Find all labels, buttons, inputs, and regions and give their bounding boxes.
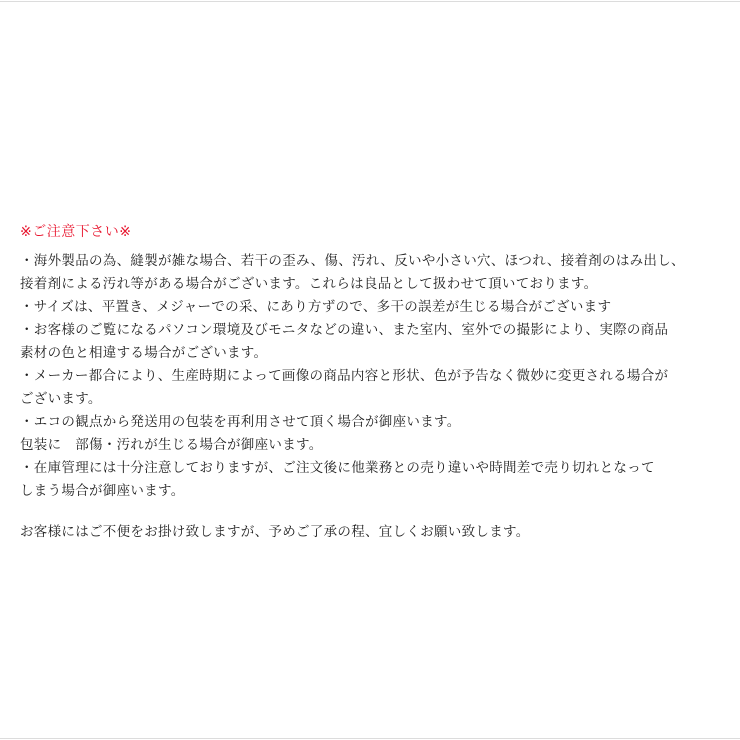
- spacer: [20, 503, 720, 521]
- notice-line: 包装に 部傷・汚れが生じる場合が御座います。: [20, 437, 323, 453]
- notice-line: ございます。: [20, 391, 102, 407]
- notice-line: しまう場合が御座います。: [20, 483, 185, 499]
- notice-line: ・海外製品の為、縫製が雑な場合、若干の歪み、傷、汚れ、反いや小さい穴、ほつれ、接着剤のはみ出し、: [20, 253, 685, 269]
- notice-line: 素材の色と相違する場合がございます。: [20, 345, 268, 361]
- notice-block: [20, 222, 720, 544]
- notice-line: ・サイズは、平置き、メジャーでの采、にあり方ずので、多干の誤差が生じる場合がございます: [20, 299, 612, 315]
- notice-line: ・在庫管理には十分注意しておりますが、ご注文後に他業務との売り違いや時間差で売り切れとなって: [20, 460, 655, 476]
- closing-statement: お客様にはご不便をお掛け致しますが、予めご了承の程、宜しくお願い致します。: [20, 524, 530, 540]
- notice-line: 接着剤による汚れ等がある場合がございます。これらは良品として扱わせて頂いております。: [20, 276, 598, 292]
- top-divider: [0, 1, 740, 2]
- notice-line: ・エコの観点から発送用の包装を再利用させて頂く場合が御座います。: [20, 414, 461, 430]
- notice-line: ・お客様のご覧になるパソコン環境及びモニタなどの違い、また室内、室外での撮影により、実際の商品: [20, 322, 669, 338]
- notice-line: ・メーカー都合により、生産時期によって画像の商品内容と形状、色が予告なく微妙に変更される場合が: [20, 368, 669, 384]
- notice-body: [20, 250, 720, 503]
- bottom-divider: [0, 738, 740, 739]
- notice-title: ※ご注意下さい※: [20, 224, 132, 240]
